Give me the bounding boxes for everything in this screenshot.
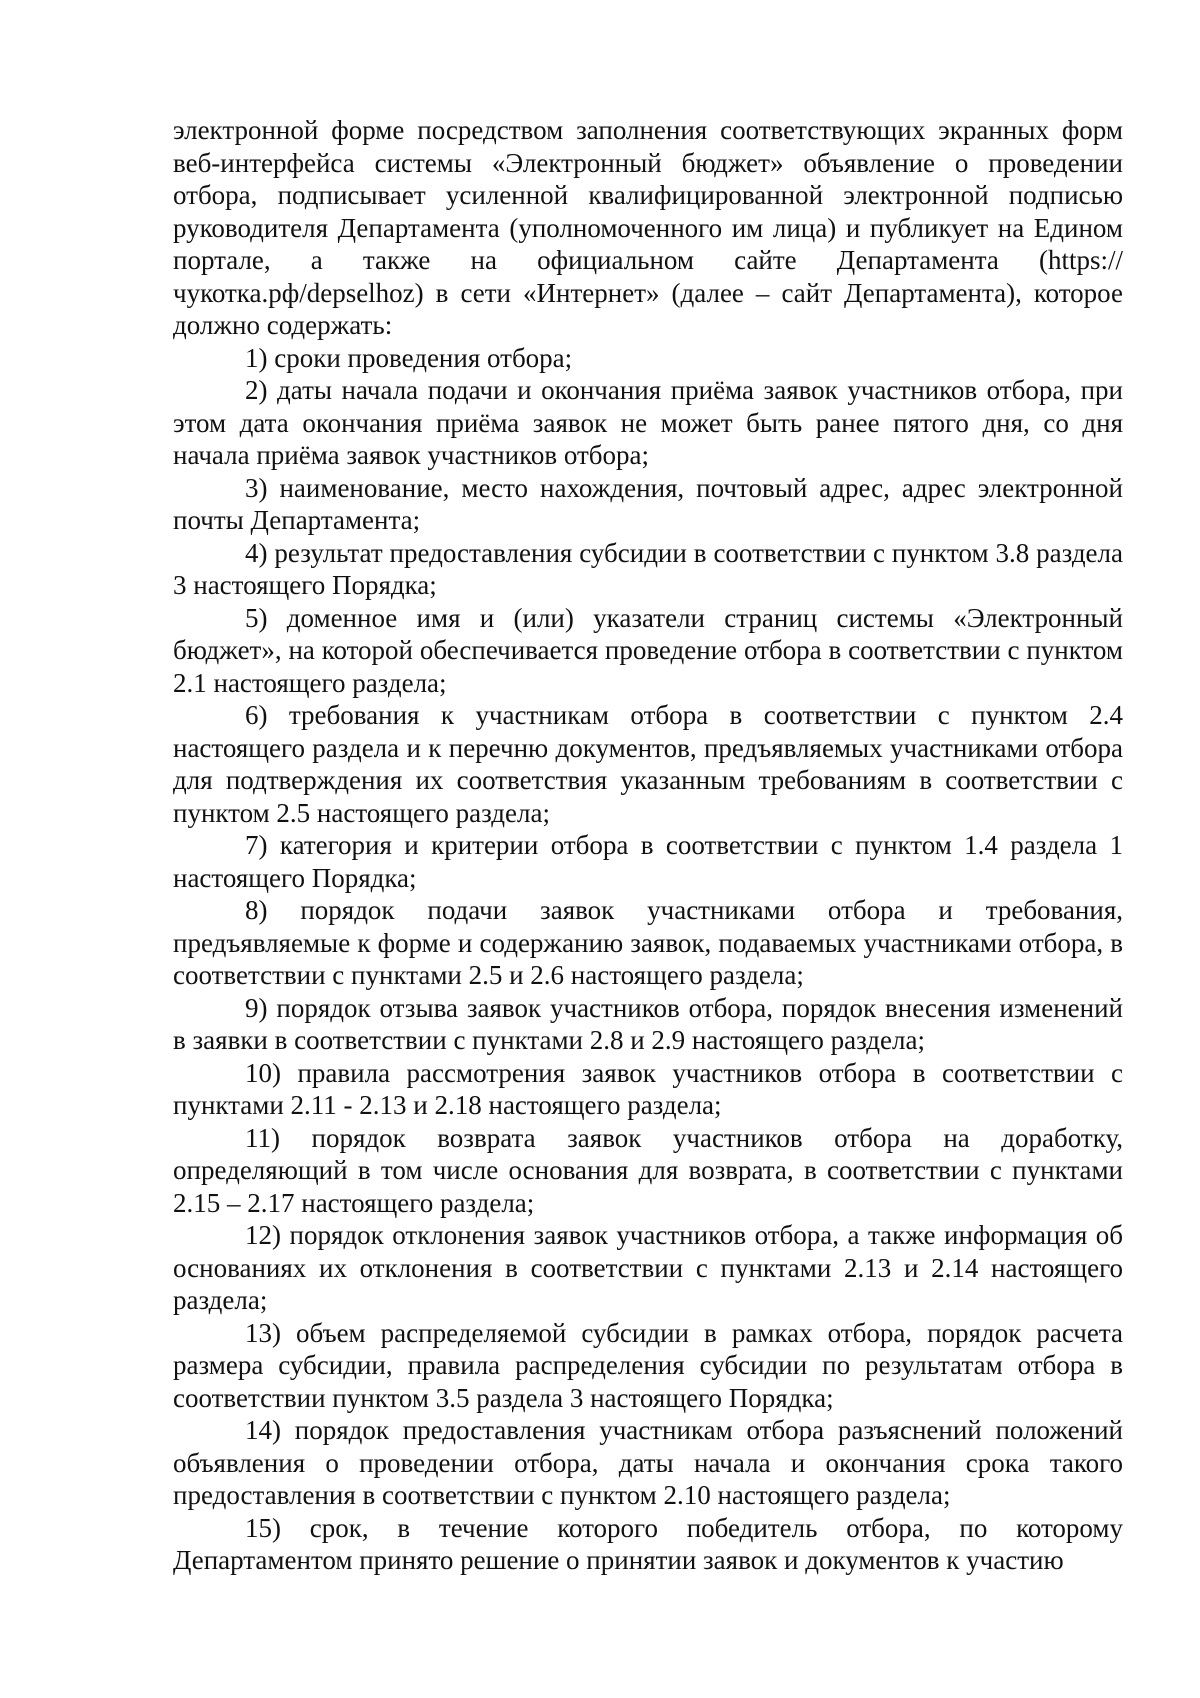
list-item-1: 1) сроки проведения отбора; — [245, 342, 573, 373]
document-page — [173, 114, 1123, 1577]
list-item-12: 12) порядок отклонения заявок участников отбора, а также информация об основаниях их отклонения в соответствии с пунктами 2.13 и 2.14 настоящего раздела; — [173, 1220, 1123, 1315]
list-item-13: 13) объем распределяемой субсидии в рамках отбора, порядок расчета размера субсидии, правила распределения субсидии по результатам отбора в соответствии пунктом 3.5 раздела 3 настоящего Порядка; — [173, 1317, 1123, 1413]
list-item-11: 11) порядок возврата заявок участников отбора на доработку, определяющий в том числе основания для возврата, в соответствии с пунктами 2.15 – 2.17 настоящего раздела; — [173, 1122, 1123, 1218]
list-item-2: 2) даты начала подачи и окончания приёма заявок участников отбора, при этом дата окончания приёма заявок не может быть ранее пятого дня, со дня начала приёма заявок участников отбора; — [173, 375, 1123, 470]
list-item-3: 3) наименование, место нахождения, почтовый адрес, адрес электронной почты Департамента; — [173, 472, 1123, 535]
list-item-10: 10) правила рассмотрения заявок участников отбора в соответствии с пунктами 2.11 - 2.13 и 2.18 настоящего раздела; — [173, 1057, 1123, 1120]
list-item-15: 15) срок, в течение которого победитель отбора, по которому Департаментом принято решение о принятии заявок и документов к участию — [173, 1512, 1123, 1575]
list-item-4: 4) результат предоставления субсидии в соответствии с пунктом 3.8 раздела 3 настоящего Порядка; — [173, 537, 1123, 600]
list-item-5: 5) доменное имя и (или) указатели страниц системы «Электронный бюджет», на которой обеспечивается проведение отбора в соответствии с пунктом 2.1 настоящего раздела; — [173, 602, 1123, 698]
list-item-6: 6) требования к участникам отбора в соответствии с пунктом 2.4 настоящего раздела и к перечню документов, предъявляемых участниками отбора для подтверждения их соответствия указанным требованиям в соответствии с пунктом 2.5 настоящего раздела; — [173, 700, 1123, 828]
list-item-7: 7) категория и критерии отбора в соответствии с пунктом 1.4 раздела 1 настоящего Порядка; — [173, 830, 1123, 893]
list-item-9: 9) порядок отзыва заявок участников отбора, порядок внесения изменений в заявки в соответствии с пунктами 2.8 и 2.9 настоящего раздела; — [173, 992, 1123, 1055]
paragraph-intro: электронной форме посредством заполнения соответствующих экранных форм веб-интерфейса системы «Электронный бюджет» объявление о проведении отбора, подписывает усиленной квалифицированной электронной подписью руководителя Департамента (уполномоченного им лица) и публикует на Едином портале, а также на официальном сайте Департамента (https://чукотка.рф/depselhoz) в сети «Интернет» (далее – сайт Департамента), которое должно содержать: — [173, 115, 1123, 340]
list-item-8: 8) порядок подачи заявок участниками отбора и требования, предъявляемые к форме и содержанию заявок, подаваемых участниками отбора, в соответствии с пунктами 2.5 и 2.6 настоящего раздела; — [173, 895, 1123, 990]
list-item-14: 14) порядок предоставления участникам отбора разъяснений положений объявления о проведении отбора, даты начала и окончания срока такого предоставления в соответствии с пунктом 2.10 настоящего раздела; — [173, 1415, 1123, 1510]
